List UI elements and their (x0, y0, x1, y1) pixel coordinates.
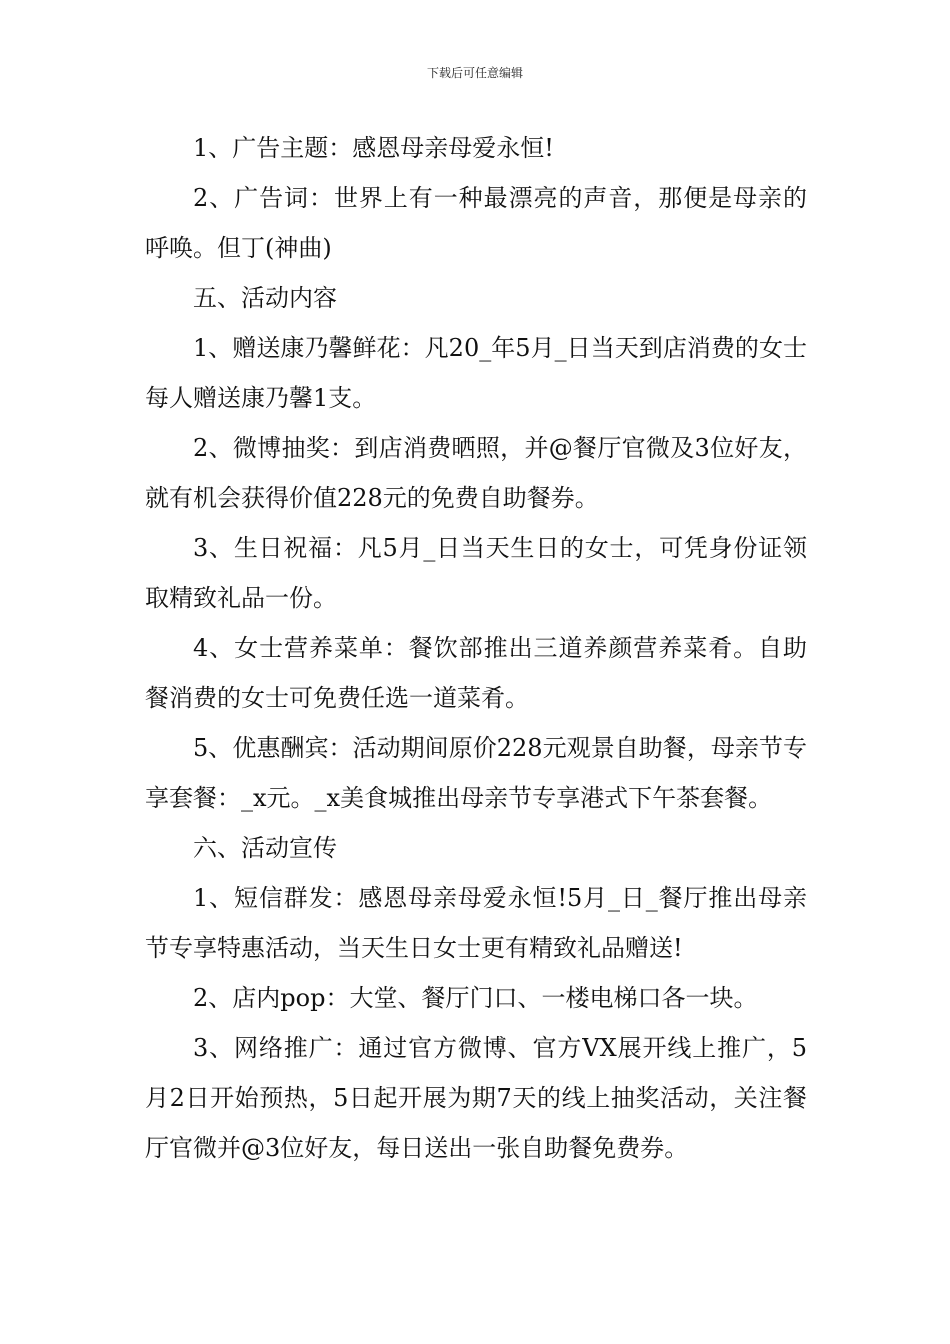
page-header: 下载后可任意编辑 (426, 66, 523, 80)
paragraph-in-store-pop: 2、店内pop：大堂、餐厅门口、一楼电梯口各一块。 (193, 984, 758, 1012)
section-heading-promotion: 六、活动宣传 (193, 834, 337, 862)
paragraph-carnation-gift: 1、赠送康乃馨鲜花：凡20_年5月_日当天到店消费的女士每人赠送康乃馨1支。 (145, 334, 807, 412)
paragraph-birthday-wishes: 3、生日祝福：凡5月_日当天生日的女士，可凭身份证领取精致礼品一份。 (145, 534, 807, 612)
document-body (145, 123, 807, 1173)
paragraph-sms-broadcast: 1、短信群发：感恩母亲母爱永恒!5月_日_餐厅推出母亲节专享特惠活动，当天生日女士更有精致礼品赠送! (145, 884, 807, 962)
paragraph-ad-theme: 1、广告主题：感恩母亲母爱永恒! (193, 134, 554, 162)
section-heading-activity-content: 五、活动内容 (193, 284, 337, 312)
paragraph-discount-offer: 5、优惠酬宾：活动期间原价228元观景自助餐，母亲节专享套餐：_x元。_x美食城推出母亲节专享港式下午茶套餐。 (145, 734, 807, 812)
paragraph-online-promotion: 3、网络推广：通过官方微博、官方VX展开线上推广，5月2日开始预热，5日起开展为期7天的线上抽奖活动，关注餐厅官微并@3位好友，每日送出一张自助餐免费券。 (145, 1034, 807, 1162)
paragraph-nutrition-menu: 4、女士营养菜单：餐饮部推出三道养颜营养菜肴。自助餐消费的女士可免费任选一道菜肴。 (145, 634, 807, 712)
paragraph-ad-slogan: 2、广告词：世界上有一种最漂亮的声音，那便是母亲的呼唤。但丁(神曲) (145, 184, 807, 262)
paragraph-weibo-lottery: 2、微博抽奖：到店消费晒照，并@餐厅官微及3位好友，就有机会获得价值228元的免费自助餐券。 (145, 434, 807, 512)
